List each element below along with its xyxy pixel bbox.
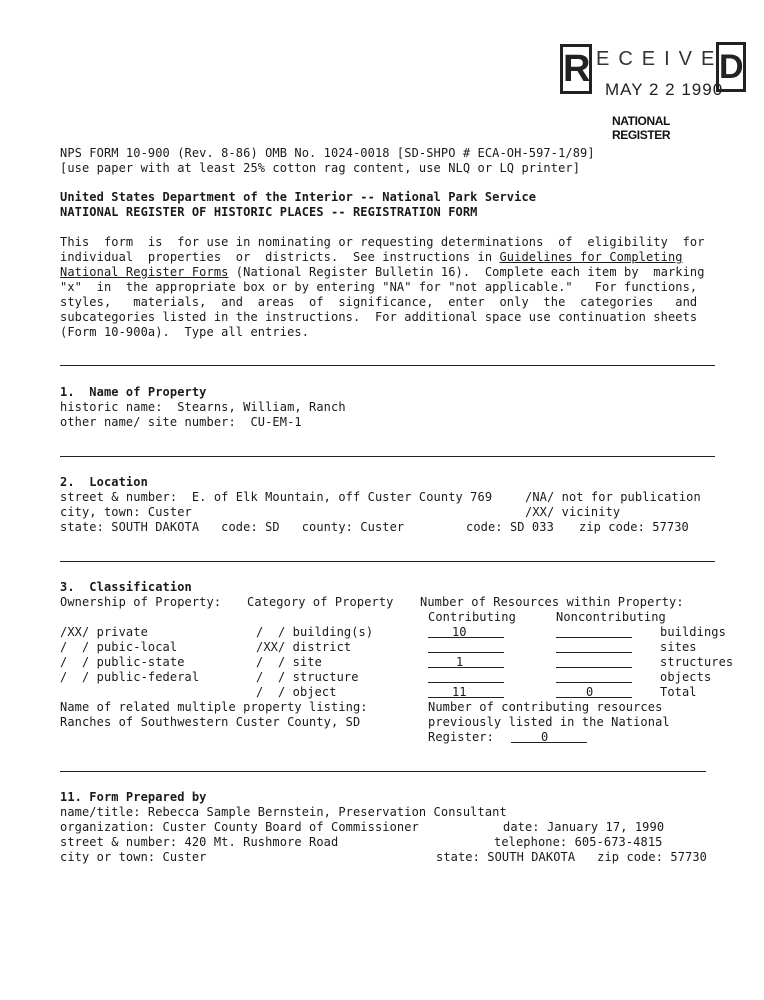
preparer-telephone: telephone: 605-673-4815 bbox=[494, 835, 663, 849]
noncontributing-blank bbox=[556, 697, 632, 698]
section-11-heading: 11. Form Prepared by bbox=[60, 790, 207, 804]
ownership-option: /XX/ private bbox=[60, 625, 148, 639]
form-number-line: NPS FORM 10-900 (Rev. 8-86) OMB No. 1024-0018 [SD-SHPO # ECA-OH-597-1/89] bbox=[60, 146, 595, 160]
resource-type: buildings bbox=[660, 625, 726, 639]
category-label: Category of Property bbox=[247, 595, 394, 609]
vicinity: /XX/ vicinity bbox=[525, 505, 621, 519]
not-for-publication: /NA/ not for publication bbox=[525, 490, 701, 504]
preparer-state-zip: state: SOUTH DAKOTA zip code: 57730 bbox=[436, 850, 708, 864]
instructions-text: individual properties or districts. See instructions in bbox=[60, 250, 500, 264]
section-divider bbox=[60, 561, 715, 562]
preparer-street: street & number: 420 Mt. Rushmore Road bbox=[60, 835, 339, 849]
resource-type: objects bbox=[660, 670, 712, 684]
category-option: / / object bbox=[256, 685, 337, 699]
contributing-blank bbox=[428, 682, 504, 683]
resources-label: Number of Resources within Property: bbox=[420, 595, 684, 609]
section-divider bbox=[60, 771, 706, 772]
contributing-count: 1 bbox=[456, 655, 464, 669]
street-number: street & number: E. of Elk Mountain, off Custer County 769 bbox=[60, 490, 493, 504]
ownership-option: / / pubic-local bbox=[60, 640, 178, 654]
noncontributing-blank bbox=[556, 667, 632, 668]
instructions-line-6: subcategories listed in the instructions. For additional space use continuation sheets bbox=[60, 310, 698, 324]
resource-type: sites bbox=[660, 640, 697, 654]
received-date: MAY 2 2 1990 bbox=[605, 80, 724, 99]
other-name: other name/ site number: CU-EM-1 bbox=[60, 415, 302, 429]
stamp-national: NATIONAL bbox=[612, 114, 670, 128]
city-town: city, town: Custer bbox=[60, 505, 192, 519]
received-stamp-middle: ECEIVE bbox=[596, 48, 724, 70]
contributing-count: 10 bbox=[452, 625, 467, 639]
ownership-label: Ownership of Property: bbox=[60, 595, 222, 609]
department-line: United States Department of the Interior -- National Park Service bbox=[60, 190, 537, 204]
ownership-option: / / public-state bbox=[60, 655, 185, 669]
instructions-line-2 bbox=[60, 250, 683, 265]
instructions-line-7: (Form 10-900a). Type all entries. bbox=[60, 325, 310, 339]
instructions-line-1: This form is for use in nominating or requesting determinations of eligibility for bbox=[60, 235, 705, 249]
contributing-blank bbox=[428, 652, 504, 653]
section-1-heading: 1. Name of Property bbox=[60, 385, 207, 399]
contributing-label: Contributing bbox=[428, 610, 516, 624]
preparer-organization: organization: Custer County Board of Commissioner bbox=[60, 820, 419, 834]
section-divider bbox=[60, 456, 715, 457]
preparer-city: city or town: Custer bbox=[60, 850, 207, 864]
previously-listed-blank bbox=[511, 742, 587, 743]
paper-note-line: [use paper with at least 25% cotton rag content, use NLQ or LQ printer] bbox=[60, 161, 581, 175]
noncontributing-blank bbox=[556, 652, 632, 653]
instructions-text: (National Register Bulletin 16). Complete each item by marking bbox=[228, 265, 705, 279]
contributing-total: 11 bbox=[452, 685, 467, 699]
previously-listed-count: 0 bbox=[541, 730, 549, 744]
category-option: / / building(s) bbox=[256, 625, 374, 639]
received-stamp-d: D bbox=[716, 42, 746, 92]
multiple-listing-label: Name of related multiple property listing: bbox=[60, 700, 368, 714]
resource-type: structures bbox=[660, 655, 734, 669]
received-stamp-r: R bbox=[560, 44, 592, 94]
historic-name: historic name: Stearns, William, Ranch bbox=[60, 400, 346, 414]
stamp-register: REGISTER bbox=[612, 128, 671, 142]
zip-code: zip code: 57730 bbox=[579, 520, 689, 534]
county-code: code: SD 033 bbox=[466, 520, 554, 534]
noncontributing-blank bbox=[556, 637, 632, 638]
previously-listed-line-3: Register: bbox=[428, 730, 494, 744]
instructions-line-5: styles, materials, and areas of significance, enter only the categories and bbox=[60, 295, 698, 309]
category-option: / / site bbox=[256, 655, 322, 669]
section-3-heading: 3. Classification bbox=[60, 580, 192, 594]
forms-reference: National Register Forms bbox=[60, 265, 229, 279]
section-divider bbox=[60, 365, 715, 366]
multiple-listing-value: Ranches of Southwestern Custer County, SD bbox=[60, 715, 361, 729]
noncontributing-blank bbox=[556, 682, 632, 683]
instructions-line-3 bbox=[60, 265, 705, 280]
guidelines-reference: Guidelines for Completing bbox=[499, 250, 683, 264]
instructions-line-4: "x" in the appropriate box or by entering "NA" for "not applicable." For functions, bbox=[60, 280, 698, 294]
category-option: / / structure bbox=[256, 670, 359, 684]
form-title: NATIONAL REGISTER OF HISTORIC PLACES -- REGISTRATION FORM bbox=[60, 205, 478, 219]
section-2-heading: 2. Location bbox=[60, 475, 148, 489]
preparer-date: date: January 17, 1990 bbox=[503, 820, 665, 834]
ownership-option: / / public-federal bbox=[60, 670, 200, 684]
previously-listed-line-2: previously listed in the National bbox=[428, 715, 670, 729]
noncontributing-total: 0 bbox=[586, 685, 594, 699]
category-option: /XX/ district bbox=[256, 640, 352, 654]
contributing-blank bbox=[428, 667, 504, 668]
preparer-name-title: name/title: Rebecca Sample Bernstein, Preservation Consultant bbox=[60, 805, 507, 819]
noncontributing-label: Noncontributing bbox=[556, 610, 666, 624]
state-county: state: SOUTH DAKOTA code: SD county: Custer bbox=[60, 520, 405, 534]
previously-listed-line-1: Number of contributing resources bbox=[428, 700, 663, 714]
resource-type: Total bbox=[660, 685, 697, 699]
